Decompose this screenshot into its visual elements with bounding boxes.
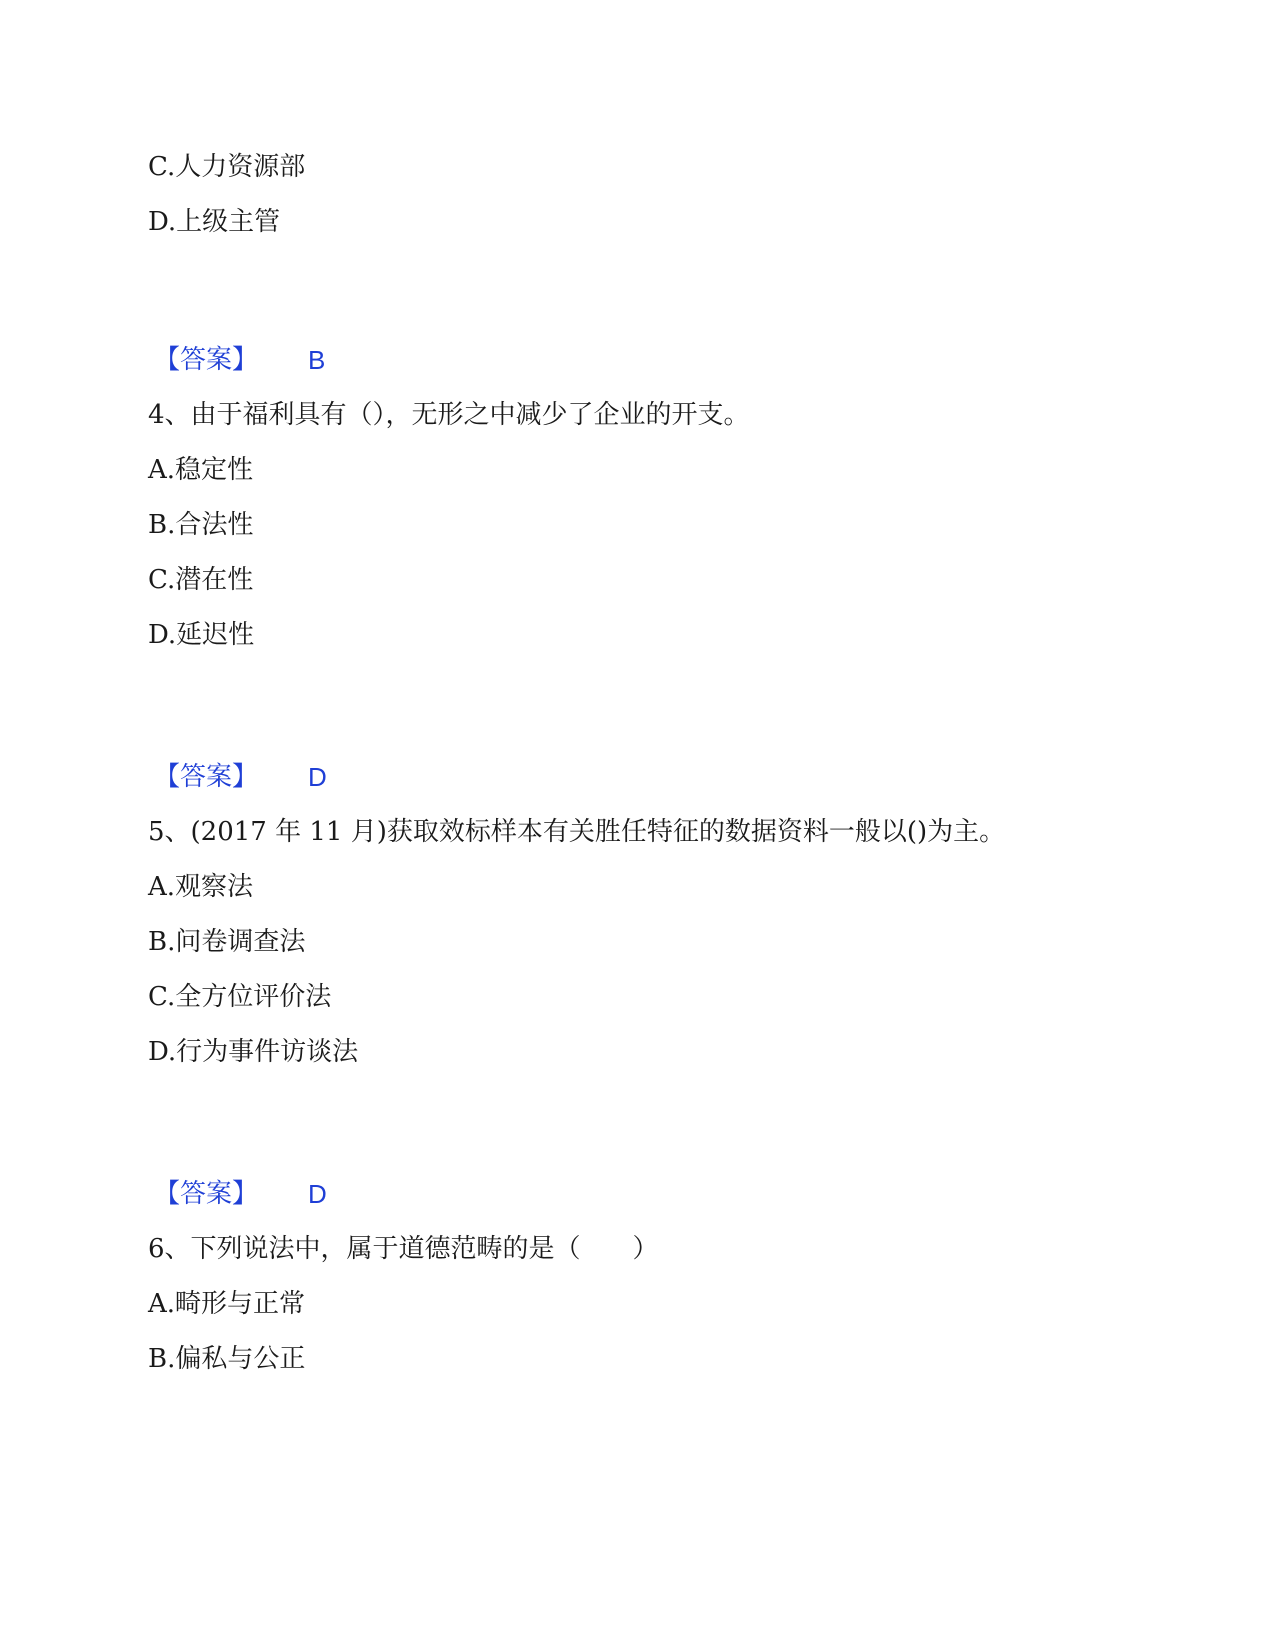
- prev-answer-value: B: [308, 345, 326, 375]
- q5-option-b: B.问卷调查法: [148, 927, 306, 957]
- q5-stem: 5、(2017 年 11 月)获取效标样本有关胜任特征的数据资料一般以()为主。: [148, 817, 1006, 847]
- q6-stem: 6、下列说法中，属于道德范畴的是（ ）: [148, 1234, 659, 1264]
- q4-answer-label: 【答案】: [154, 762, 259, 792]
- q4-answer-value: D: [308, 762, 327, 792]
- prev-option-c: C.人力资源部: [148, 152, 306, 182]
- q4-stem: 4、由于福利具有（），无形之中减少了企业的开支。: [148, 400, 750, 430]
- q5-option-a: A.观察法: [148, 872, 254, 902]
- q5-option-c: C.全方位评价法: [148, 982, 332, 1012]
- q4-option-a: A.稳定性: [148, 455, 254, 485]
- q5-answer-value: D: [308, 1179, 327, 1209]
- prev-answer-label: 【答案】: [154, 345, 259, 375]
- q5-option-d: D.行为事件访谈法: [148, 1037, 359, 1067]
- q4-option-c: C.潜在性: [148, 565, 254, 595]
- q4-option-b: B.合法性: [148, 510, 254, 540]
- q6-option-b: B.偏私与公正: [148, 1344, 306, 1374]
- q6-option-a: A.畸形与正常: [148, 1289, 306, 1319]
- q4-option-d: D.延迟性: [148, 620, 255, 650]
- prev-option-d: D.上级主管: [148, 207, 281, 237]
- q5-answer-label: 【答案】: [154, 1179, 259, 1209]
